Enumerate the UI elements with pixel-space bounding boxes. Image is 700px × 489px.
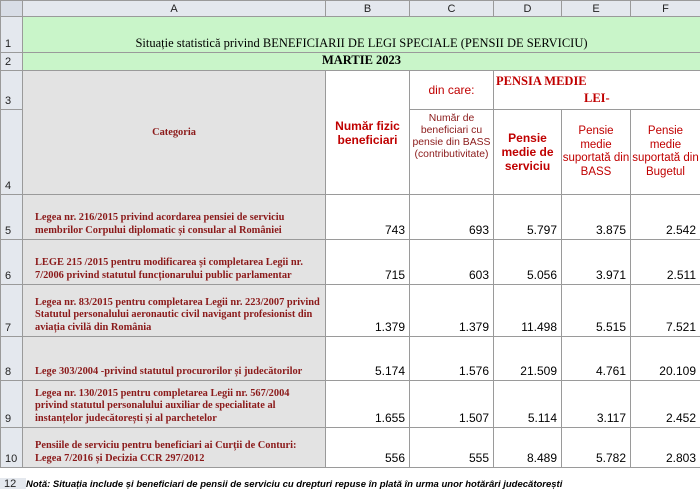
table-row-label[interactable]: Pensiile de serviciu pentru beneficiari ai Curții de Conturi: Legea 7/2016 și Decizia CCR 297/2012 — [23, 428, 326, 468]
footnote-text[interactable]: Notă: Situația include și beneficiari de pensii de serviciu cu drepturi repuse în plată în urma unor hotărâri judecătorești — [26, 479, 563, 489]
cell-numar-fizic[interactable]: 556 — [326, 428, 410, 468]
cell-pensie-bass[interactable]: 5.515 — [562, 285, 631, 337]
table-row-label[interactable]: Legea nr. 130/2015 pentru completarea Legii nr. 567/2004 privind statutul personalului auxiliar de specialitate al instanțelor judecătorești și al parchetelor — [23, 381, 326, 428]
cell-numar-fizic[interactable]: 743 — [326, 195, 410, 240]
cell-beneficiari-bass[interactable]: 693 — [410, 195, 494, 240]
cell-pensie-serviciu[interactable]: 5.114 — [494, 381, 562, 428]
cell-pensie-buget[interactable]: 2.803 — [631, 428, 700, 468]
column-header-e[interactable]: E — [562, 1, 631, 17]
cell-pensie-serviciu[interactable]: 11.498 — [494, 285, 562, 337]
cell-numar-fizic[interactable]: 5.174 — [326, 337, 410, 381]
cell-pensie-serviciu[interactable]: 5.056 — [494, 240, 562, 285]
cell-numar-fizic[interactable]: 715 — [326, 240, 410, 285]
cell-beneficiari-bass[interactable]: 603 — [410, 240, 494, 285]
cell-pensie-buget[interactable]: 7.521 — [631, 285, 700, 337]
row-header-6[interactable]: 6 — [1, 240, 23, 285]
header-pensie-suportata-bass[interactable]: Pensie medie suportată din BASS — [562, 110, 631, 195]
cell-pensie-bass[interactable]: 3.971 — [562, 240, 631, 285]
table-row-label[interactable]: Legea nr. 216/2015 privind acordarea pensiei de serviciu membrilor Corpului diplomatic și consular al României — [23, 195, 326, 240]
row-header-1[interactable]: 1 — [1, 17, 23, 53]
footnote-row — [0, 478, 700, 489]
header-numar-beneficiari-bass[interactable]: Număr de beneficiari cu pensie din BASS (contributivitate) — [410, 110, 494, 195]
cell-pensie-buget[interactable]: 2.452 — [631, 381, 700, 428]
cell-pensie-serviciu[interactable]: 8.489 — [494, 428, 562, 468]
lei-label: LEI- — [584, 91, 610, 105]
cell-pensie-buget[interactable]: 2.511 — [631, 240, 700, 285]
column-header-a[interactable]: A — [23, 1, 326, 17]
row-header-9[interactable]: 9 — [1, 381, 23, 428]
header-pensia-medie[interactable] — [494, 71, 700, 110]
cell-pensie-bass[interactable]: 5.782 — [562, 428, 631, 468]
column-header-c[interactable]: C — [410, 1, 494, 17]
cell-pensie-bass[interactable]: 3.117 — [562, 381, 631, 428]
column-header-f[interactable]: F — [631, 1, 700, 17]
row-header-3[interactable]: 3 — [1, 71, 23, 110]
column-header-d[interactable]: D — [494, 1, 562, 17]
row-header-12[interactable]: 12 — [0, 478, 26, 489]
cell-beneficiari-bass[interactable]: 1.507 — [410, 381, 494, 428]
cell-pensie-buget[interactable]: 2.542 — [631, 195, 700, 240]
select-all-corner[interactable] — [1, 1, 23, 17]
row-header-8[interactable]: 8 — [1, 337, 23, 381]
cell-numar-fizic[interactable]: 1.655 — [326, 381, 410, 428]
header-categoria[interactable]: Categoria — [23, 71, 326, 195]
header-pensie-medie-serviciu[interactable]: Pensie medie de serviciu — [494, 110, 562, 195]
cell-pensie-buget[interactable]: 20.109 — [631, 337, 700, 381]
row-header-10[interactable]: 10 — [1, 428, 23, 468]
cell-pensie-serviciu[interactable]: 21.509 — [494, 337, 562, 381]
cell-beneficiari-bass[interactable]: 555 — [410, 428, 494, 468]
header-din-care[interactable]: din care: — [410, 71, 494, 110]
row-header-5[interactable]: 5 — [1, 195, 23, 240]
header-pensie-suportata-buget[interactable]: Pensie medie suportată din Bugetul — [631, 110, 700, 195]
title-cell-line2[interactable]: MARTIE 2023 — [23, 53, 700, 71]
row-header-4[interactable]: 4 — [1, 110, 23, 195]
pensia-medie-label: PENSIA MEDIE — [496, 74, 587, 88]
cell-pensie-serviciu[interactable]: 5.797 — [494, 195, 562, 240]
cell-numar-fizic[interactable]: 1.379 — [326, 285, 410, 337]
cell-pensie-bass[interactable]: 3.875 — [562, 195, 631, 240]
table-row-label[interactable]: Legea nr. 83/2015 pentru completarea Legii nr. 223/2007 privind Statutul personalului aeronautic civil navigant profesionist din aviația civilă din România — [23, 285, 326, 337]
cell-beneficiari-bass[interactable]: 1.379 — [410, 285, 494, 337]
cell-beneficiari-bass[interactable]: 1.576 — [410, 337, 494, 381]
column-header-b[interactable]: B — [326, 1, 410, 17]
title-cell-line1[interactable]: Situație statistică privind BENEFICIARII DE LEGI SPECIALE (PENSII DE SERVICIU) — [23, 17, 700, 53]
table-row-label[interactable]: Lege 303/2004 -privind statutul procurorilor și judecătorilor — [23, 337, 326, 381]
row-header-2[interactable]: 2 — [1, 53, 23, 71]
table-row-label[interactable]: LEGE 215 /2015 pentru modificarea și completarea Legii nr. 7/2006 privind statutul funcționarului public parlamentar — [23, 240, 326, 285]
row-header-7[interactable]: 7 — [1, 285, 23, 337]
header-numar-fizic[interactable]: Număr fizic beneficiari — [326, 71, 410, 195]
cell-pensie-bass[interactable]: 4.761 — [562, 337, 631, 381]
